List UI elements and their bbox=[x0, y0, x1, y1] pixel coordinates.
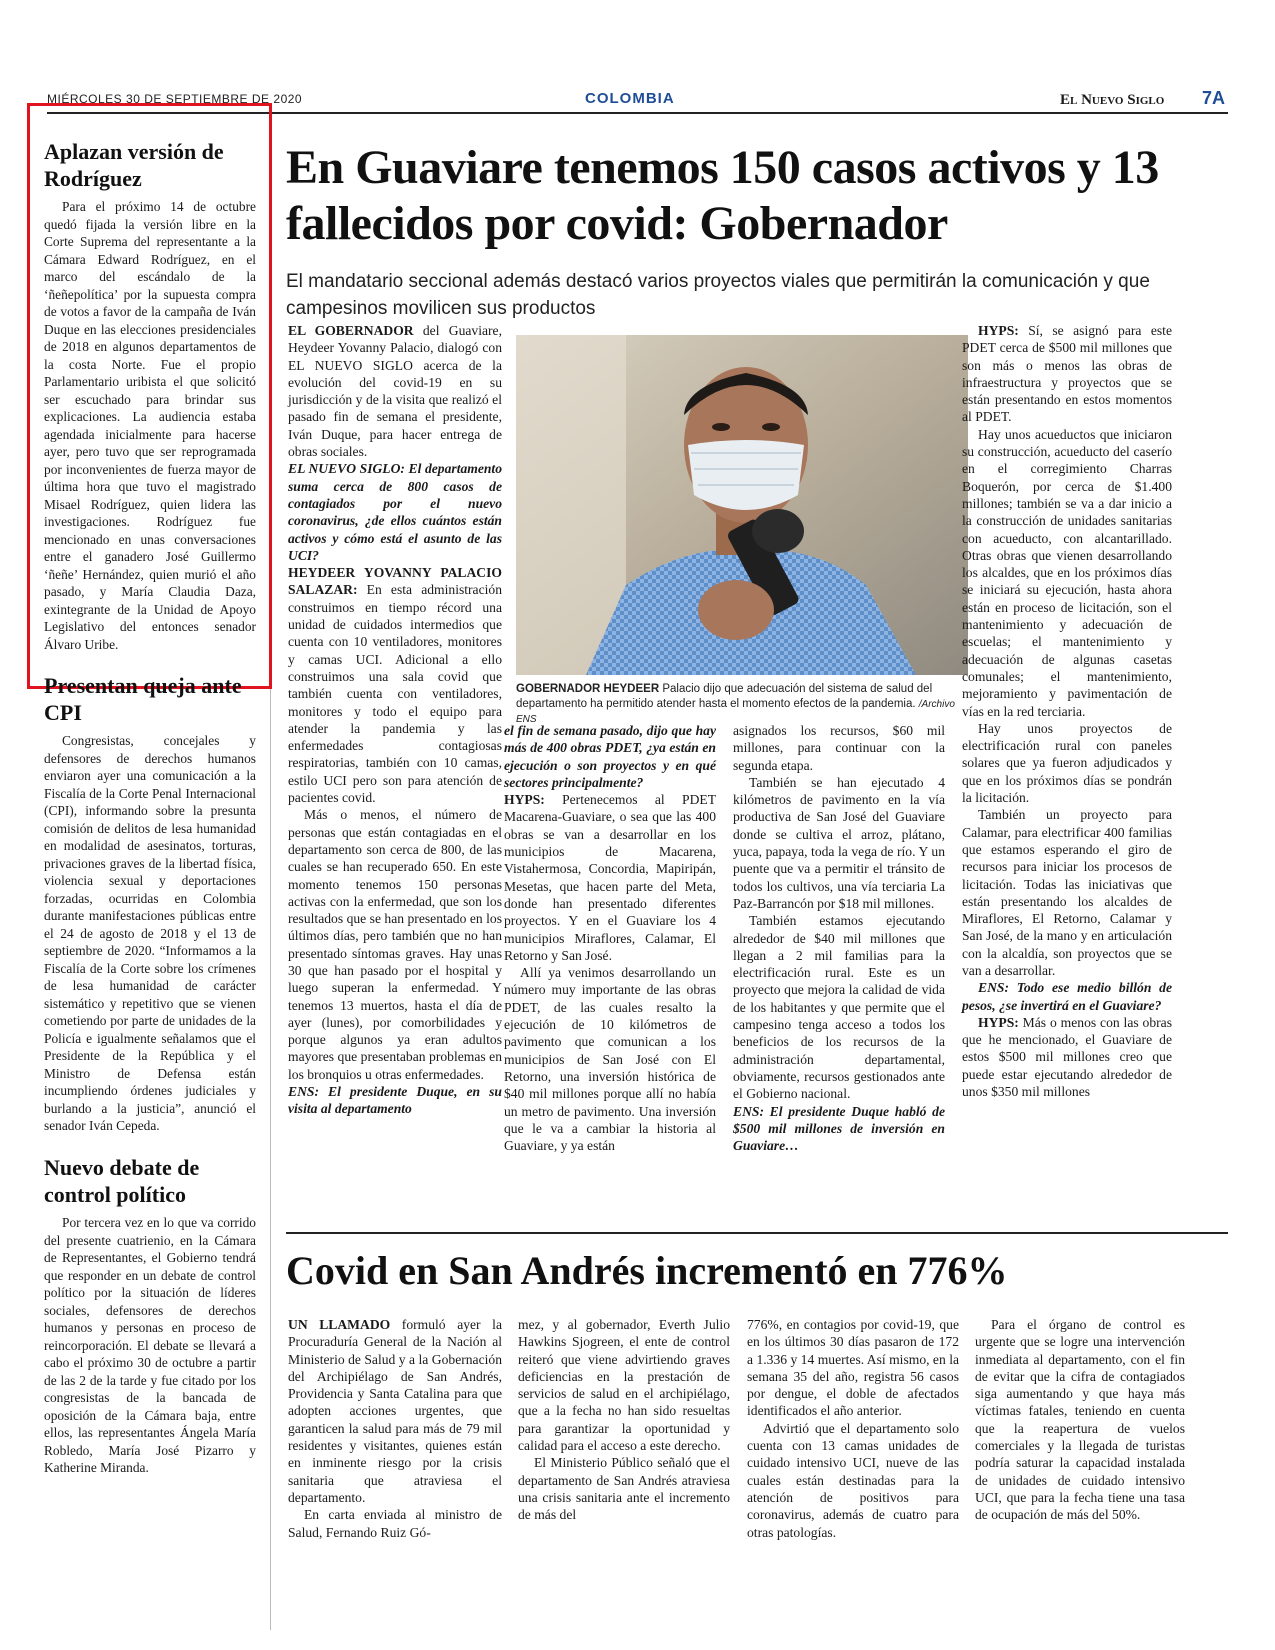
sidebar-story-title: Aplazan versión de Rodríguez bbox=[44, 139, 224, 191]
section-name: COLOMBIA bbox=[585, 90, 675, 107]
article-column-3 bbox=[733, 722, 945, 1154]
sidebar-story-title: Nuevo debate de control político bbox=[44, 1155, 200, 1207]
paragraph: 776%, en contagios por covid-19, que en los últimos 30 días pasaron de 172 a 1.336 y 14 muertes. Así mismo, en la semana 35 del año, registra 56 casos por dengue, el doble de afectados identificados el año anterior. bbox=[747, 1317, 959, 1419]
photo-illustration bbox=[516, 335, 968, 675]
sidebar-story-body: Por tercera vez en lo que va corrido del presente cuatrienio, en la Cámara de Representantes, el Gobierno tendrá que responder en un debate de control político por la situación de líderes sociales, defensores de derechos humanos y personas en proceso de reincorporación. El debate se llevará a cabo el próximo 30 de octubre a partir de las 2 de la tarde y fue citado por los congresistas de la bancada de oposición de la Cámara baja, entre ellos, las representantes Ángela María Robledo, María José Pizarro y Katherine Miranda. bbox=[44, 1215, 256, 1475]
paragraph: Para el órgano de control es urgente que se logre una intervención inmediata al departamento, con el fin de evitar que la cifra de contagiados siga aumentando y que haya más víctimas fatales, teniendo en cuenta que la reapertura de vuelos comerciales y la llegada de turistas podría saturar la capacidad instalada de unidades de cuidado intensivo UCI, que para la fecha tiene una tasa de ocupación de más del 50%. bbox=[975, 1317, 1185, 1523]
page-number: 7A bbox=[1202, 88, 1226, 108]
caption-text: Palacio dijo que adecuación del sistema de salud del departamento ha permitido atender hasta el momento efectos de la pandemia. bbox=[516, 683, 933, 710]
question: Todo ese medio billón de pesos, ¿se invertirá en el Guaviare? bbox=[962, 980, 1172, 1013]
paragraph: Más o menos, el número de personas que están contagiadas en el departamento son cerca de 800, de las cuales se han recuperado 650. En este momento tenemos 150 personas activas con la enfermedad, que son los resultados que se han presentado en los últimos días, pero también que no han presentado síntomas graves. Hay unas 30 que han pasado por el hospital y luego superan la enfermedad. Y tenemos 13 muertos, hasta el día de ayer (lunes), por comorbilidades y porque algunos ya eran adultos mayores que presentaban problemas en los bronquios u otras enfermedades. bbox=[288, 807, 502, 1082]
paragraph: Advirtió que el departamento solo cuenta con 13 camas unidades de cuidado intensivo UCI, nueve de las cuales están destinadas para la atención de positivos para coronavirus, además de cuatro para otras patologías. bbox=[747, 1420, 959, 1540]
answer: Pertenecemos al PDET Macarena-Guaviare, o sea que las 400 obras se van a desarrollar en los municipios de Macarena, Vistahermosa, Concordia, Mapiripán, Mesetas, que hacen parte del Meta, donde han presentado diferentes proyectos. Y en el Guaviare los 4 municipios Miraflores, Calamar, El Retorno y San José. bbox=[504, 792, 716, 963]
main-subhead: El mandatario seccional además destacó varios proyectos viales que permitirán la comunicación y que campesinos movilicen sus productos bbox=[286, 271, 1150, 319]
paragraph: En carta enviada al ministro de Salud, Fernando Ruiz Gó- bbox=[288, 1507, 502, 1540]
paragraph: Allí ya venimos desarrollando un número muy importante de las obras PDET, de las cuales resalto la ejecución de 10 kilómetros de pavimento que comunican a los municipios de San José con El Retorno, una inversión histórica de $40 mil millones porque allí no había un metro de pavimento. Una inversión que le va a cambiar la historia al Guaviare, y ya están bbox=[504, 965, 716, 1154]
sidebar-story-body: Para el próximo 14 de octubre quedó fijada la versión libre en la Corte Suprema del representante a la Cámara Edward Rodríguez, en el marco del escándalo de la ‘ñeñepolítica’ por la supuesta compra de votos a favor de la campaña de Iván Duque en las elecciones presidenciales de 2018 en algunos departamentos de la costa Norte. Fue el propio Parlamentario uribista el que solicitó ser escuchado para brindar sus explicaciones. La audiencia estaba agendada inicialmente para hacerse ayer, pero tuvo que ser reprogramada por inconvenientes de fuerza mayor de última hora que tuvo el magistrado Misael Rodríguez, quien lidera las investigaciones. Rodríguez fue mencionado en unas conversaciones entre el ganadero José Guillermo ‘ñeñe’ Hernández, quien murió el año pasado, y María Claudia Daza, exintegrante de la Unidad de Apoyo Legislativo del entonces senador Álvaro Uribe. bbox=[44, 199, 256, 652]
question: El presidente Duque habló de $500 mil millones de inversión en Guaviare… bbox=[733, 1103, 945, 1154]
question: El presidente Duque, en su visita al departamento bbox=[288, 1084, 502, 1117]
paragraph: Hay unos proyectos de electrificación rural con paneles solares que ya fueron adjudicados y que en los próximos días se pondrán la licitación. bbox=[962, 720, 1172, 806]
answer-label: HYPS: bbox=[978, 323, 1019, 338]
photo-credit: /Archivo ENS bbox=[516, 699, 955, 725]
question: El departamento suma cerca de 800 casos de contagiados por el nuevo coronavirus, ¿de ellos cuántos están activos y cómo está el asunto de las UCI? bbox=[288, 461, 503, 563]
paragraph: Hay unos acueductos que iniciaron su construcción, acueducto del caserío en el corregimiento Charras Boquerón, por cerca de $1.400 millones; también se va a dar inicio a la construcción de unidades sanitarias con acueducto, con alcantarillado. Otras obras que vienen desarrollando los alcaldes, que en los próximos días se iniciará su ejecución, hasta ahora están en proceso de licitación, son el mantenimiento y adecuación de escuelas; el mantenimiento y adecuación de algunas casetas comunales; el mantenimiento, mejoramiento y pavimentación de vías en la red terciaria. bbox=[962, 426, 1172, 719]
paragraph: asignados los recursos, $60 mil millones, para continuar con la segunda etapa. bbox=[733, 723, 945, 773]
paragraph: También un proyecto para Calamar, para electrificar 400 familias que estamos esperando el giro de recursos para iniciar los procesos de licitación. Todas las iniciativas que están presentando los alcaldes de Miraflores, El Retorno, Calamar y San José, de la mano y en articulación con la alcaldía, son proyectos que se van a desarrollar. bbox=[962, 807, 1172, 978]
article-column-2 bbox=[504, 722, 716, 1154]
issue-date: MIÉRCOLES 30 DE SEPTIEMBRE DE 2020 bbox=[47, 92, 303, 106]
sidebar-story-2 bbox=[44, 672, 256, 1135]
question-label: EL NUEVO SIGLO: bbox=[288, 461, 405, 477]
second-column-1 bbox=[288, 1316, 502, 1541]
photo-caption bbox=[516, 682, 968, 727]
main-headline: En Guaviare tenemos 150 casos activos y 13 fallecidos por covid: Gobernador bbox=[286, 141, 1159, 250]
paragraph: También se han ejecutado 4 kilómetros de pavimento en la vía productiva de San José del Guaviare donde se cultiva el arroz, plátano, yuca, papaya, toda la vega de río. Y un puente que va a permitir el tránsito de todos los cultivos, una vía terciaria La Paz-Barrancón por $18 mil millones. bbox=[733, 774, 945, 911]
brand-name: El Nuevo Siglo bbox=[1060, 92, 1165, 108]
paragraph: del Guaviare, Heydeer Yovanny Palacio, dialogó con EL NUEVO SIGLO acerca de la evolución del covid-19 en su jurisdicción y de la visita que realizó el pasado fin de semana el presidente, Iván Duque, para hacer entrega de obras sociales. bbox=[288, 323, 502, 460]
lead-in: EL GOBERNADOR bbox=[288, 323, 414, 338]
sidebar-story-title: Presentan queja ante CPI bbox=[44, 673, 242, 725]
question: el fin de semana pasado, dijo que hay más de 400 obras PDET, ¿ya están en ejecución o son proyectos y en qué sectores principalmente? bbox=[504, 723, 716, 790]
second-column-2 bbox=[518, 1316, 730, 1524]
article-column-1 bbox=[288, 322, 502, 1118]
answer-label: HYPS: bbox=[978, 1014, 1019, 1030]
paragraph: formuló ayer la Procuraduría General de la Nación al Ministerio de Salud y a la Gobernación del Archipiélago de San Andrés, Providencia y Santa Catalina para que adopten acciones urgentes, que garanticen la salud para más de 79 mil residentes y visitantes, quienes están en inminente riesgo por la crisis sanitaria que atraviesa el departamento. bbox=[288, 1317, 502, 1505]
second-column-3 bbox=[747, 1316, 959, 1541]
question-label: ENS: bbox=[978, 980, 1009, 996]
answer-label: HEYDEER YOVANNY PALACIO SALAZAR: bbox=[288, 565, 502, 598]
highlight-box bbox=[27, 103, 272, 689]
answer: En esta administración construimos en tiempo récord una unidad de cuidados intermedios que cuenta con 10 ventiladores, monitores y camas UCI. Adicional a ello construimos una sala covid que también cuenta con ventiladores, monitores y todo el equipo para atender la pandemia y las enfermedades contagiosas respiratorias, también con 10 camas, estilo UCI pero son para atención de pacientes covid. bbox=[288, 582, 502, 806]
article-divider bbox=[286, 1232, 1228, 1234]
governor-photo bbox=[516, 335, 968, 675]
answer-label: HYPS: bbox=[504, 792, 545, 808]
second-column-4 bbox=[975, 1316, 1185, 1524]
sidebar-story-body: Congresistas, concejales y defensores de derechos humanos enviaron ayer una comunicación a la Fiscalía de la Corte Penal Internacional (CPI), informando sobre la presunta comisión de delitos de lesa humanidad en modalidad de asesinatos, torturas, privaciones graves de la libertad física, violencia sexual y deportaciones forzadas, ocurridas en Colombia durante manifestaciones públicas entre el 24 de agosto de 2018 y el 13 de septiembre de 2020. “Informamos a la Fiscalía de la Corte sobre los crímenes de lesa humanidad de carácter sistemático y repetitivo que se vienen cometiendo por parte de unidades de la Policía e igualmente señalamos que el Presidente de la República y el Ministro de Defensa están incumpliendo órdenes judiciales y burlando a la justicia”, anunció el senador Iván Cepeda. bbox=[44, 733, 256, 1133]
caption-lead: GOBERNADOR HEYDEER bbox=[516, 683, 660, 695]
sidebar-story-3 bbox=[44, 1154, 256, 1477]
answer: Más o menos con las obras que he mencionado, el Guaviare de estos $500 mil millones creo que puede estar ejecutando alrededor de unos $350 mil millones bbox=[962, 1014, 1172, 1100]
article-column-4 bbox=[962, 322, 1172, 1100]
question-label: ENS: bbox=[288, 1084, 319, 1100]
second-headline: Covid en San Andrés incrementó en 776% bbox=[286, 1248, 1008, 1293]
paragraph: mez, y al gobernador, Everth Julio Hawkins Sjogreen, el ente de control reiteró que viene advirtiendo graves deficiencias en la prestación de servicios de salud en el archipiélago, que a la fecha no han sido resueltas para garantizar la oportunidad y calidad para el acceso a este derecho. bbox=[518, 1317, 730, 1454]
answer: Sí, se asignó para este PDET cerca de $500 mil millones que son más o menos las obras de infraestructura y proyectos que se están presentando en estos momentos al PDET. bbox=[962, 323, 1172, 425]
paragraph: También estamos ejecutando alrededor de $40 mil millones que llegan a 2 mil familias para la electrificación rural. Este es un proyecto que mejora la calidad de vida de los habitantes y que permite que el campesino tenga acceso a todos los beneficios de los recursos de la administración departamental, obviamente, recursos gestionados ante el Gobierno nacional. bbox=[733, 913, 945, 1102]
question-label: ENS: bbox=[733, 1103, 764, 1119]
paragraph: El Ministerio Público señaló que el departamento de San Andrés atraviesa una crisis sanitaria ante el incremento de más del bbox=[518, 1455, 730, 1523]
lead-in: UN LLAMADO bbox=[288, 1317, 391, 1332]
